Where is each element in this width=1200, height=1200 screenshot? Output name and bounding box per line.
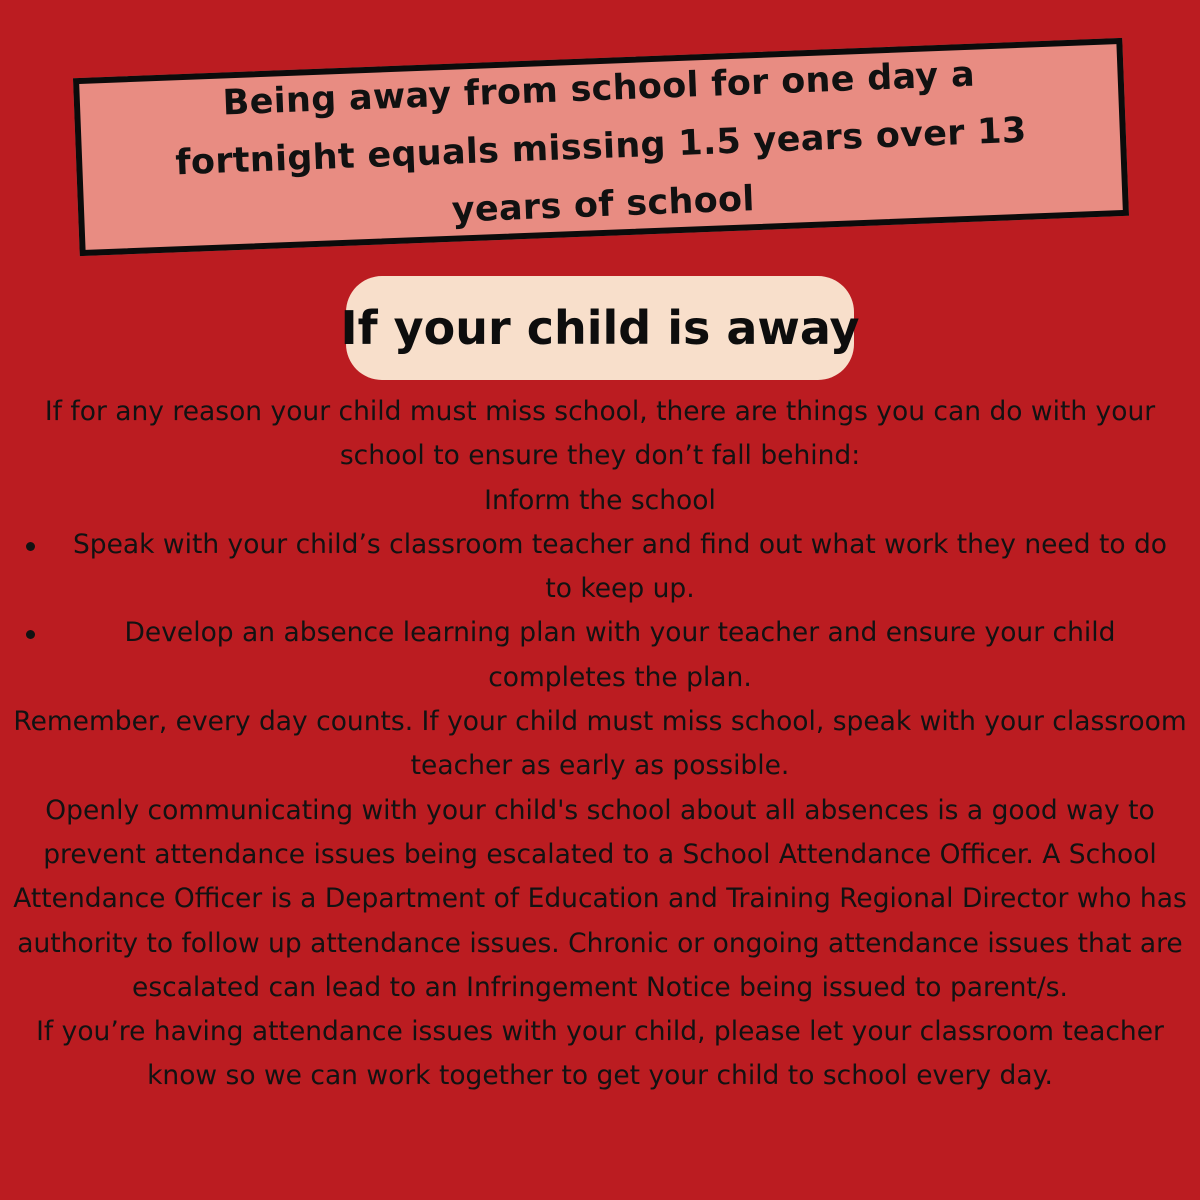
communicating-paragraph: Openly communicating with your child's school about all absences is a good way to prevent attendance issues being escalated to a School Attendance Officer. A School Attendance Officer is a Department of Education and Training Regional Director who has authority to follow up attendance issues. Chronic or ongoing attendance issues that are escalated can lead to an Infringement Notice being issued to parent/s. — [13, 794, 1187, 1003]
section-heading: If your child is away — [340, 301, 860, 355]
inform-line: Inform the school — [484, 484, 716, 516]
body-content — [12, 390, 1188, 1099]
headline-banner — [73, 38, 1129, 256]
bullet-text: Speak with your child’s classroom teacher and find out what work they need to do to keep up. — [72, 528, 1168, 605]
section-heading-pill — [340, 276, 860, 380]
remember-paragraph: Remember, every day counts. If your child must miss school, speak with your classroom teacher as early as possible. — [13, 706, 1187, 782]
intro-paragraph: If for any reason your child must miss school, there are things you can do with your school to ensure they don’t fall behind: — [44, 396, 1156, 472]
banner-text: Being away from school for one day a fortnight equals missing 1.5 years over 13 years of school — [174, 54, 1028, 231]
bullet-dot-icon — [26, 542, 35, 551]
bullet-item — [12, 523, 1188, 612]
bullet-text: Develop an absence learning plan with your teacher and ensure your child completes the plan. — [124, 617, 1116, 693]
bullet-item — [12, 611, 1188, 700]
closing-paragraph: If you’re having attendance issues with your child, please let your classroom teacher know so we can work together to get your child to school every day. — [36, 1016, 1164, 1092]
bullet-dot-icon — [26, 630, 35, 639]
